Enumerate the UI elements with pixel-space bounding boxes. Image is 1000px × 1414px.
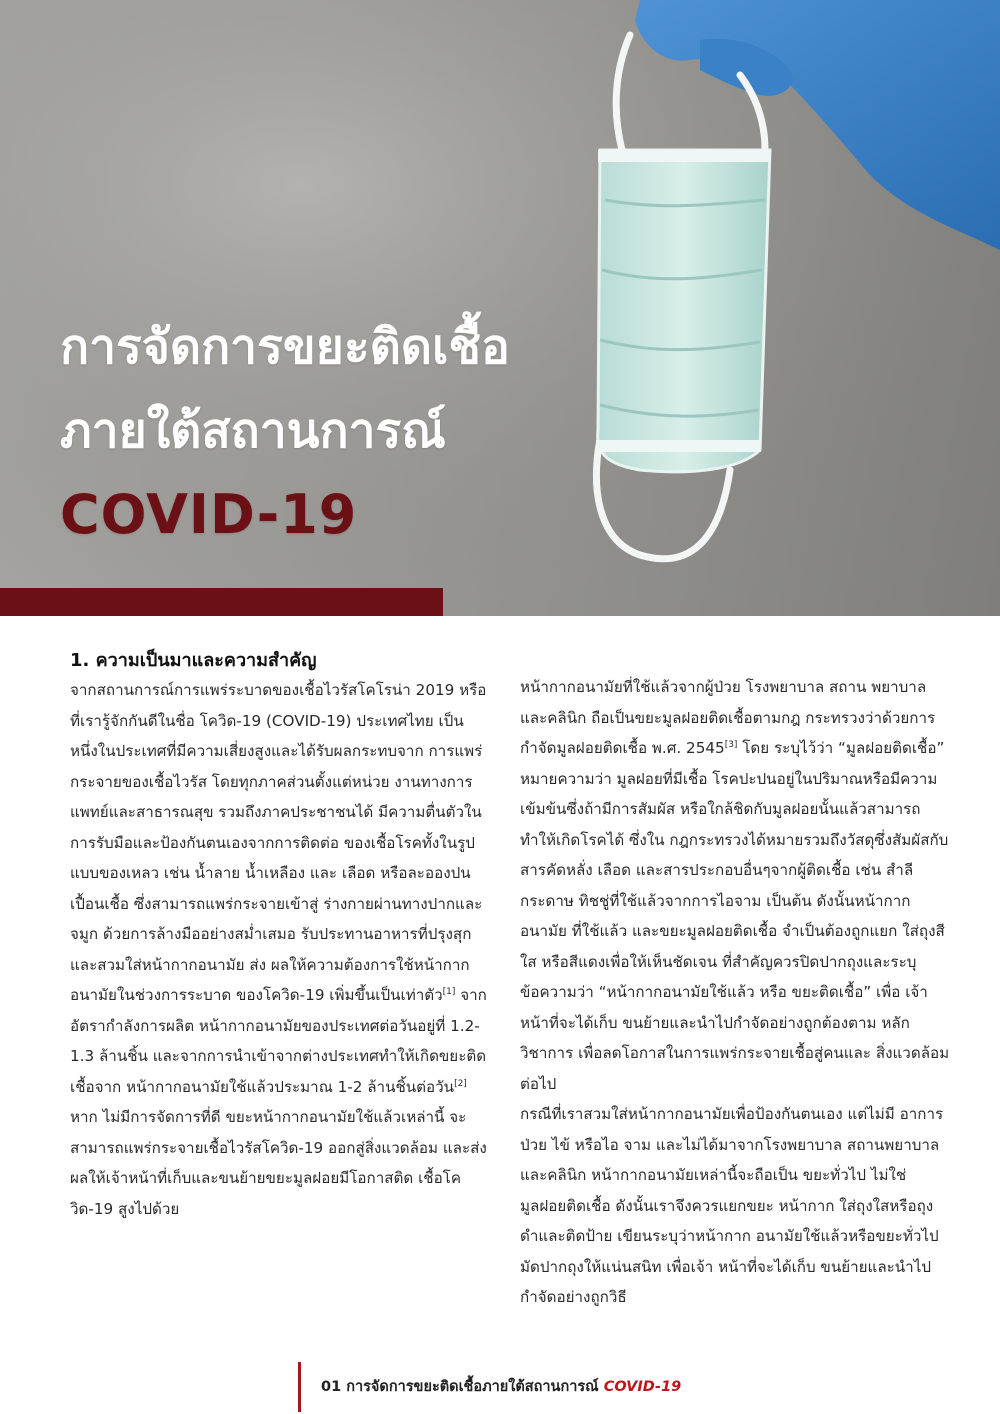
right-column xyxy=(520,672,950,1313)
hero-banner xyxy=(0,0,1000,616)
paragraph-text: โดย ระบุไว้ว่า “มูลฝอยติดเชื้อ” หมายความว่า มูลฝอยที่มีเชื้อ โรคปะปนอยู่ในปริมาณหรือมีความเข้มข้นซึ่งถ้ามีการสัมผัส หรือใกล้ชิดกับมูลฝอยนั้นแล้วสามารถทำให้เกิดโรคได้ ซึ่งใน กฎกระทรวงได้หมายรวมถึงวัสดุซึ่งสัมผัสกับสารคัดหลั่ง เลือด และสารประกอบอื่นๆจากผู้ติดเชื้อ เช่น สำลี กระดาษ ทิชชู่ที่ใช้แล้วจากการไอจาม เป็นต้น ดังนั้นหน้ากากอนามัย ที่ใช้แล้ว และขยะมูลฝอยติดเชื้อ จำเป็นต้องถูกแยก ใส่ถุงสีใส หรือสีแดงเพื่อให้เห็นชัดเจน ที่สำคัญควรปิดปากถุงและระบุ ข้อความว่า “หน้ากากอนามัยใช้แล้ว หรือ ขยะติดเชื้อ” เพื่อ เจ้าหน้าที่จะได้เก็บ ขนย้ายและนำไปกำจัดอย่างถูกต้องตาม หลักวิชาการ เพื่อลดโอกาสในการแพร่กระจายเชื้อสู่คนและ สิ่งแวดล้อมต่อไป xyxy=(520,739,950,1093)
left-column xyxy=(70,675,490,1224)
paragraph-text: จากอัตรากำลังการผลิต หน้ากากอนามัยของประเทศต่อวันอยู่ที่ 1.2-1.3 ล้านชิ้น และจากการนำเข้าจากต่างประเทศทำให้เกิดขยะติดเชื้อจาก หน้ากากอนามัยใช้แล้วประมาณ 1-2 ล้านชิ้นต่อวัน xyxy=(70,986,487,1096)
reference-mark: [1] xyxy=(442,986,456,997)
paragraph-text: จากสถานการณ์การแพร่ระบาดของเชื้อไวรัสโคโรน่า 2019 หรือที่เรารู้จักกันดีในชื่อ โควิด-19 (COVID-19) ประเทศไทย เป็นหนึ่งในประเทศที่มีความเสี่ยงสูงและได้รับผลกระทบจาก การแพร่กระจายของเชื้อไวรัส โดยทุกภาคส่วนตั้งแต่หน่วย งานทางการแพทย์และสาธารณสุข รวมถึงภาคประชาชนได้ มีความตื่นตัวในการรับมือและป้องกันตนเองจากการติดต่อ ของเชื้อโรคทั้งในรูปแบบของเหลว เช่น น้ำลาย น้ำเหลือง และ เลือด หรือละอองปนเปื้อนเชื้อ ซึ่งสามารถแพร่กระจายเข้าสู่ ร่างกายผ่านทางปากและจมูก ด้วยการล้างมืออย่างสม่ำเสมอ รับประทานอาหารที่ปรุงสุกและสวมใส่หน้ากากอนามัย ส่ง ผลให้ความต้องการใช้หน้ากากอนามัยในช่วงการระบาด ของโควิด-19 เพิ่มขึ้นเป็นเท่าตัว xyxy=(70,681,487,1004)
page-title xyxy=(60,305,510,557)
title-accent-bar xyxy=(0,588,443,616)
footer-accent: COVID-19 xyxy=(603,1379,682,1395)
paragraph-text: หาก ไม่มีการจัดการที่ดี ขยะหน้ากากอนามัยใช้แล้วเหล่านี้ จะ สามารถแพร่กระจายเชื้อไวรัสโควิด-19 ออกสู่สิ่งแวดล้อม และส่งผลให้เจ้าหน้าที่เก็บและขนย้ายขยะมูลฝอยมีโอกาสติด เชื้อโควิด-19 สูงไปด้วย xyxy=(70,1108,487,1218)
background-paragraph xyxy=(70,675,490,1224)
footer-label: 01 การจัดการขยะติดเชื้อภายใต้สถานการณ์ xyxy=(321,1379,604,1395)
page-footer xyxy=(298,1362,681,1412)
reference-mark: [2] xyxy=(454,1078,467,1089)
general-waste-paragraph: กรณีที่เราสวมใส่หน้ากากอนามัยเพื่อป้องกันตนเอง แต่ไม่มี อาการป่วย ไข้ หรือไอ จาม และไม่ได้มาจากโรงพยาบาล สถานพยาบาล และคลินิก หน้ากากอนามัยเหล่านี้จะถือเป็น ขยะทั่วไป ไม่ใช่มูลฝอยติดเชื้อ ดังนั้นเราจึงควรแยกขยะ หน้ากาก ใส่ถุงใสหรือถุงดำและติดป้าย เขียนระบุว่าหน้ากาก อนามัยใช้แล้วหรือขยะทั่วไป มัดปากถุงให้แน่นสนิท เพื่อเจ้า หน้าที่จะได้เก็บ ขนย้ายและนำไปกำจัดอย่างถูกวิธี xyxy=(520,1105,944,1306)
section-heading: 1. ความเป็นมาและความสำคัญ xyxy=(70,650,317,671)
title-line-covid: COVID-19 xyxy=(60,483,358,546)
paragraph-text: หน้ากากอนามัยที่ใช้แล้วจากผู้ป่วย โรงพยาบาล สถาน พยาบาล และคลินิก ถือเป็นขยะมูลฝอยติดเชื้อตามกฎ กระทรวงว่าด้วยการกำจัดมูลฝอยติดเชื้อ พ.ศ. 2545 xyxy=(520,678,936,757)
infectious-waste-paragraph xyxy=(520,672,950,1099)
title-line-2: ภายใต้สถานการณ์ xyxy=(60,403,446,459)
reference-mark: [3] xyxy=(724,739,738,750)
title-line-1: การจัดการขยะติดเชื้อ xyxy=(60,319,510,375)
